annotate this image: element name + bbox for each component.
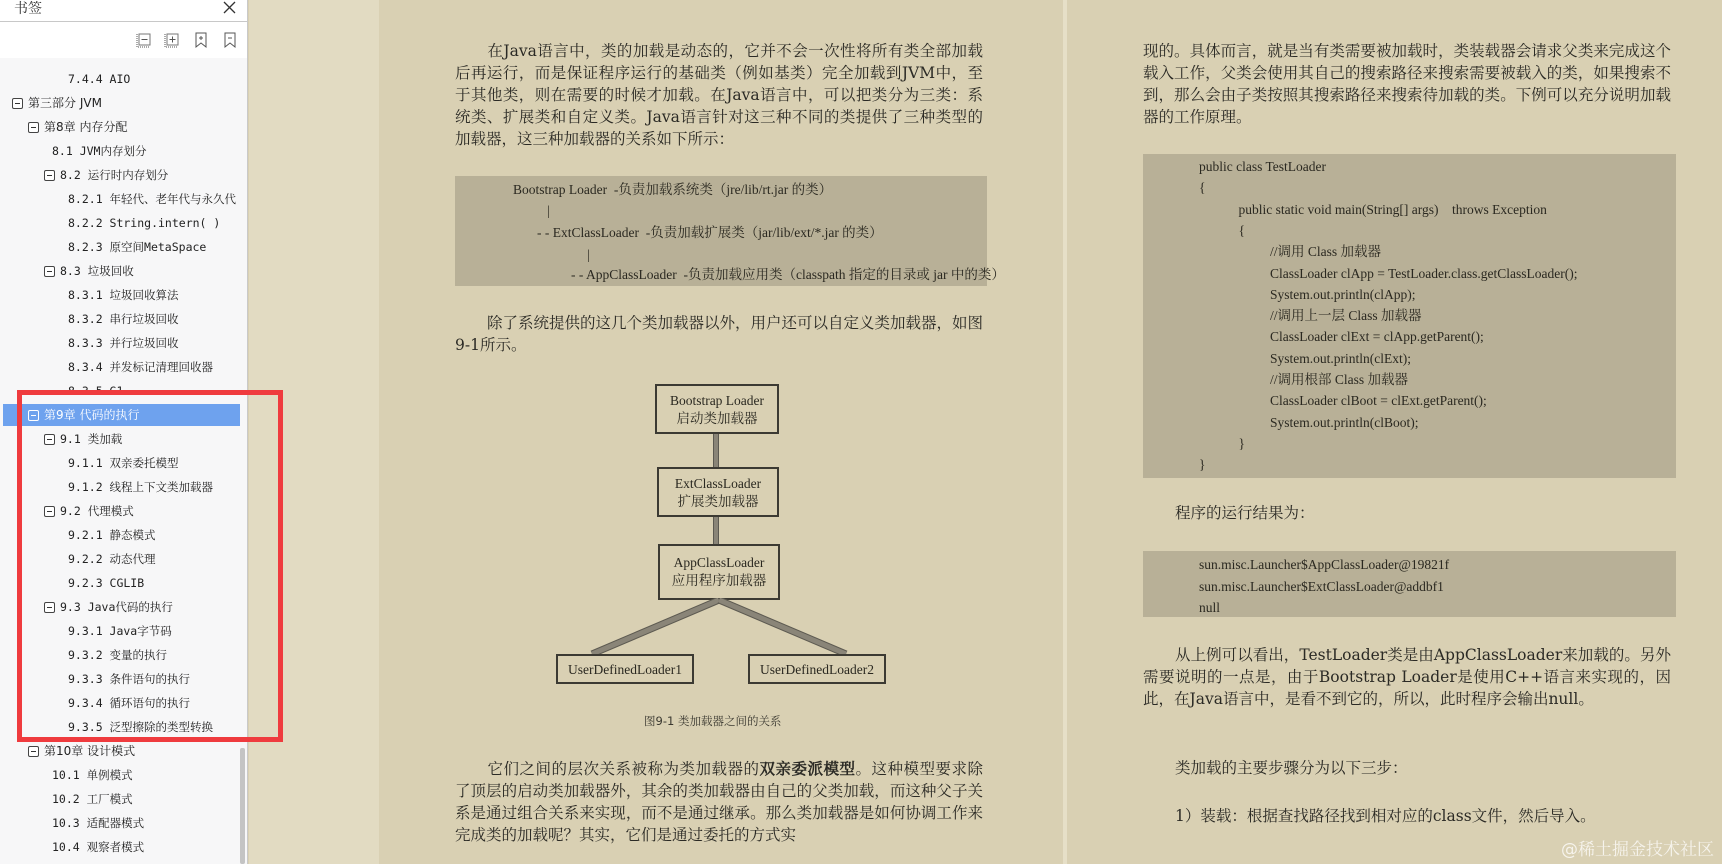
box-label-en: AppClassLoader — [673, 555, 765, 570]
code-line: public class TestLoader — [1199, 159, 1327, 174]
bookmark-item[interactable] — [0, 236, 240, 258]
close-icon[interactable] — [221, 0, 237, 16]
output-line: sun.misc.Launcher$ExtClassLoader@addbf1 — [1199, 578, 1444, 594]
bookmark-panel-title: 书签 — [14, 1, 42, 17]
bookmark-label: 9.2.2 动态代理 — [68, 552, 156, 566]
document-gutter — [249, 0, 379, 864]
bookmark-label: 8.3.2 串行垃圾回收 — [68, 312, 179, 326]
bookmark-item[interactable] — [0, 716, 240, 738]
paragraph-parent-delegation: 它们之间的层次关系被称为类加载器的双亲委派模型。这种模型要求除了顶层的启动类加载器外，其余的类加载器由自己的父类加载，而这种父子关系是通过组合关系来实现，而不是通过继承。那么类加载器是如何协调工作来完成类的加载呢？其实，它们是通过委托的方式实 — [455, 759, 983, 844]
code-line: //调用上一层 Class 加载器 — [1243, 308, 1422, 324]
box-label-en: UserDefinedLoader2 — [760, 662, 874, 677]
code-line: //调用 Class 加载器 — [1243, 244, 1382, 260]
bookmark-label: 9.1.2 线程上下文类加载器 — [68, 480, 214, 494]
bookmark-item[interactable] — [0, 308, 240, 330]
collapse-toggle-icon[interactable] — [44, 170, 55, 181]
bookmark-toolbar — [0, 22, 247, 58]
expand-all-icon[interactable] — [164, 31, 180, 49]
bookmark-item[interactable] — [0, 260, 240, 282]
bookmark-label: 10.1 单例模式 — [52, 768, 133, 782]
bookmark-label: 8.3.3 并行垃圾回收 — [68, 336, 179, 350]
bookmark-item[interactable] — [0, 620, 240, 642]
bookmark-label: 8.1 JVM内存划分 — [52, 144, 147, 158]
figure-caption: 图9-1 类加载器之间的关系 — [644, 714, 782, 728]
hierarchy-line: | — [547, 203, 550, 218]
diagram-arrow — [713, 434, 719, 467]
bookmark-scrollbar[interactable] — [240, 748, 245, 864]
bookmark-label: 8.3.5 G1 — [68, 384, 124, 398]
code-line: } — [1225, 435, 1245, 451]
bookmark-item[interactable] — [0, 524, 240, 546]
box-label-en: UserDefinedLoader1 — [568, 662, 682, 677]
bookmark-item[interactable] — [0, 164, 240, 186]
collapse-toggle-icon[interactable] — [28, 410, 39, 421]
bookmark-item[interactable] — [0, 452, 240, 474]
box-label-zh: 启动类加载器 — [676, 411, 758, 426]
diagram-box-bootstrap — [655, 384, 779, 434]
bookmark-item[interactable] — [0, 788, 240, 810]
bookmark-label: 10.3 适配器模式 — [52, 816, 145, 830]
bookmark-label: 9.2 代理模式 — [60, 504, 134, 518]
bookmark-label: 8.3.1 垃圾回收算法 — [68, 288, 179, 302]
bookmark-label: 9.2.3 CGLIB — [68, 576, 145, 590]
output-line: null — [1199, 600, 1221, 615]
bookmark-label: 8.2.1 年轻代、老年代与永久代 — [68, 192, 237, 206]
code-line: System.out.println(clExt); — [1243, 350, 1411, 366]
collapse-toggle-icon[interactable] — [44, 602, 55, 613]
bookmark-item[interactable] — [0, 116, 240, 138]
program-output-block — [1143, 551, 1676, 617]
collapse-toggle-icon[interactable] — [28, 122, 39, 133]
bookmark-item[interactable] — [0, 476, 240, 498]
bookmark-label: 7.4.4 AIO — [68, 72, 131, 86]
bookmark-label: 9.3.1 Java字节码 — [68, 624, 172, 638]
bookmark-label: 9.3.2 变量的执行 — [68, 648, 168, 662]
bookmark-label: 9.3 Java代码的执行 — [60, 600, 173, 614]
code-line: ClassLoader clBoot = clExt.getParent(); — [1243, 393, 1487, 409]
collapse-all-icon[interactable] — [136, 31, 152, 49]
code-line: //调用根部 Class 加载器 — [1243, 372, 1409, 387]
bookmark-item[interactable] — [0, 428, 240, 450]
bookmark-label: 8.2.3 原空间MetaSpace — [68, 240, 207, 254]
diagram-arrow — [713, 517, 719, 544]
bookmark-item[interactable] — [0, 68, 240, 90]
bookmark-label: 10.4 观察者模式 — [52, 840, 145, 854]
bookmark-label: 8.3 垃圾回收 — [60, 264, 134, 278]
box-label-en: Bootstrap Loader — [669, 393, 765, 408]
bookmark-label: 第9章 代码的执行 — [44, 408, 140, 422]
bookmark-item[interactable] — [0, 692, 240, 714]
bookmark-label: 9.1.1 双亲委托模型 — [68, 456, 179, 470]
bookmark-label: 第三部分 JVM — [28, 96, 102, 110]
bookmark-label: 8.3.4 并发标记清理回收器 — [68, 360, 214, 374]
bookmark-panel-header — [0, 0, 247, 22]
code-line: { — [1199, 180, 1206, 196]
paragraph-steps-intro: 类加载的主要步骤分为以下三步： — [1175, 759, 1408, 777]
hierarchy-line: - - ExtClassLoader -负责加载扩展类（jar/lib/ext/*.jar 的类） — [537, 225, 883, 240]
add-bookmark-icon[interactable] — [193, 31, 209, 49]
bookmark-label: 第10章 设计模式 — [44, 744, 136, 758]
bookmark-item[interactable] — [0, 380, 240, 402]
diagram-box-user2 — [748, 654, 886, 684]
hierarchy-line: | — [587, 247, 590, 262]
paragraph-custom-loaders: 除了系统提供的这几个类加载器以外，用户还可以自定义类加载器，如图9-1所示。 — [455, 314, 984, 354]
diagram-branch-arrows — [559, 598, 879, 656]
bookmark-label: 9.2.1 静态模式 — [68, 528, 156, 542]
code-line: System.out.println(clBoot); — [1243, 414, 1419, 430]
diagram-box-user1 — [556, 654, 694, 684]
page-left — [379, 0, 1063, 864]
paragraph-step-1: 1）装载：根据查找路径找到相对应的class文件，然后导入。 — [1175, 807, 1596, 825]
paragraph-run-result: 程序的运行结果为： — [1175, 504, 1315, 522]
diagram-box-app — [658, 544, 780, 600]
watermark: @稀土掘金技术社区 — [1561, 840, 1714, 860]
bookmark-item[interactable] — [0, 548, 240, 570]
bold-term: 双亲委派模型 — [759, 759, 856, 778]
bookmark-item[interactable] — [0, 668, 240, 690]
remove-bookmark-icon[interactable] — [222, 31, 238, 49]
bookmark-label: 8.2 运行时内存划分 — [60, 168, 169, 182]
paragraph-class-loading-intro: 在Java语言中，类的加载是动态的，它并不会一次性将所有类全部加载后再运行，而是保证程序运行的基础类（例如基类）完全加载到JVM中，至于其他类，则在需要的时候才加载。在Java语言中，可以把类分为三类：系统类、扩展类和自定义类。Java语言针对这三种不同的类提供了三种类型的加载器，这三种加载器的关系如下所示： — [455, 42, 983, 148]
output-line: sun.misc.Launcher$AppClassLoader@19821f — [1199, 557, 1450, 572]
bookmark-label: 9.3.3 条件语句的执行 — [68, 672, 191, 686]
bookmark-label: 8.2.2 String.intern( ) — [68, 216, 221, 230]
bookmark-label: 9.3.4 循环语句的执行 — [68, 696, 191, 710]
paragraph-conclusion: 从上例可以看出，TestLoader类是由AppClassLoader来加载的。另外需要说明的一点是，由于Bootstrap Loader是使用C++语言来实现的，因此，在Java语言中，是看不到它的，所以，此时程序会输出null。 — [1143, 646, 1671, 708]
bookmark-item[interactable] — [0, 500, 240, 522]
code-line: public static void main(String[] args) throws Exception — [1225, 201, 1547, 217]
collapse-toggle-icon[interactable] — [12, 98, 23, 109]
hierarchy-line: Bootstrap Loader -负责加载系统类（jre/lib/rt.jar 的类） — [513, 182, 833, 197]
bookmark-item[interactable] — [0, 212, 240, 234]
code-line: ClassLoader clExt = clApp.getParent(); — [1243, 329, 1484, 345]
bookmark-item[interactable] — [0, 836, 240, 858]
collapse-toggle-icon[interactable] — [44, 434, 55, 445]
bookmark-item[interactable] — [0, 596, 240, 618]
bookmark-label: 10.2 工厂模式 — [52, 792, 133, 806]
loader-hierarchy-box — [455, 176, 1005, 286]
bookmark-item[interactable] — [0, 92, 240, 114]
bookmark-label: 9.1 类加载 — [60, 432, 123, 446]
bookmark-item[interactable] — [3, 404, 240, 426]
code-line: { — [1225, 222, 1245, 238]
bookmark-item[interactable] — [0, 356, 240, 378]
bookmark-item[interactable] — [0, 188, 240, 210]
hierarchy-line: - - AppClassLoader -负责加载应用类（classpath 指定的目录或 jar 中的类） — [571, 267, 1005, 282]
bookmark-item[interactable] — [0, 644, 240, 666]
bookmark-item[interactable] — [0, 332, 240, 354]
page-right — [1067, 0, 1722, 864]
paragraph-delegation-detail: 现的。具体而言，就是当有类需要被加载时，类装载器会请求父类来完成这个载入工作，父类会使用其自己的搜索路径来搜索需要被载入的类，如果搜索不到，那么会由子类按照其搜索路径来搜索待加载的类。下例可以充分说明加载器的工作原理。 — [1143, 42, 1671, 126]
collapse-toggle-icon[interactable] — [44, 266, 55, 277]
bookmark-item[interactable] — [0, 812, 240, 834]
collapse-toggle-icon[interactable] — [44, 506, 55, 517]
bookmark-label: 第8章 内存分配 — [44, 120, 128, 134]
code-block-testloader — [1143, 154, 1676, 478]
bookmark-panel — [0, 0, 248, 864]
code-line: System.out.println(clApp); — [1243, 286, 1416, 302]
box-label-zh: 应用程序加载器 — [671, 573, 767, 588]
bookmark-tree — [0, 60, 240, 864]
code-line: } — [1199, 457, 1206, 473]
code-line: ClassLoader clApp = TestLoader.class.getClassLoader(); — [1243, 265, 1578, 281]
bookmark-item[interactable] — [0, 140, 240, 162]
box-label-en: ExtClassLoader — [674, 476, 762, 491]
bookmark-item[interactable] — [0, 764, 240, 786]
bookmark-item[interactable] — [0, 740, 240, 762]
bookmark-label: 9.3.5 泛型擦除的类型转换 — [68, 720, 214, 734]
diagram-box-ext — [657, 467, 779, 517]
bookmark-item[interactable] — [0, 284, 240, 306]
collapse-toggle-icon[interactable] — [28, 746, 39, 757]
bookmark-item[interactable] — [0, 572, 240, 594]
box-label-zh: 扩展类加载器 — [677, 494, 759, 509]
